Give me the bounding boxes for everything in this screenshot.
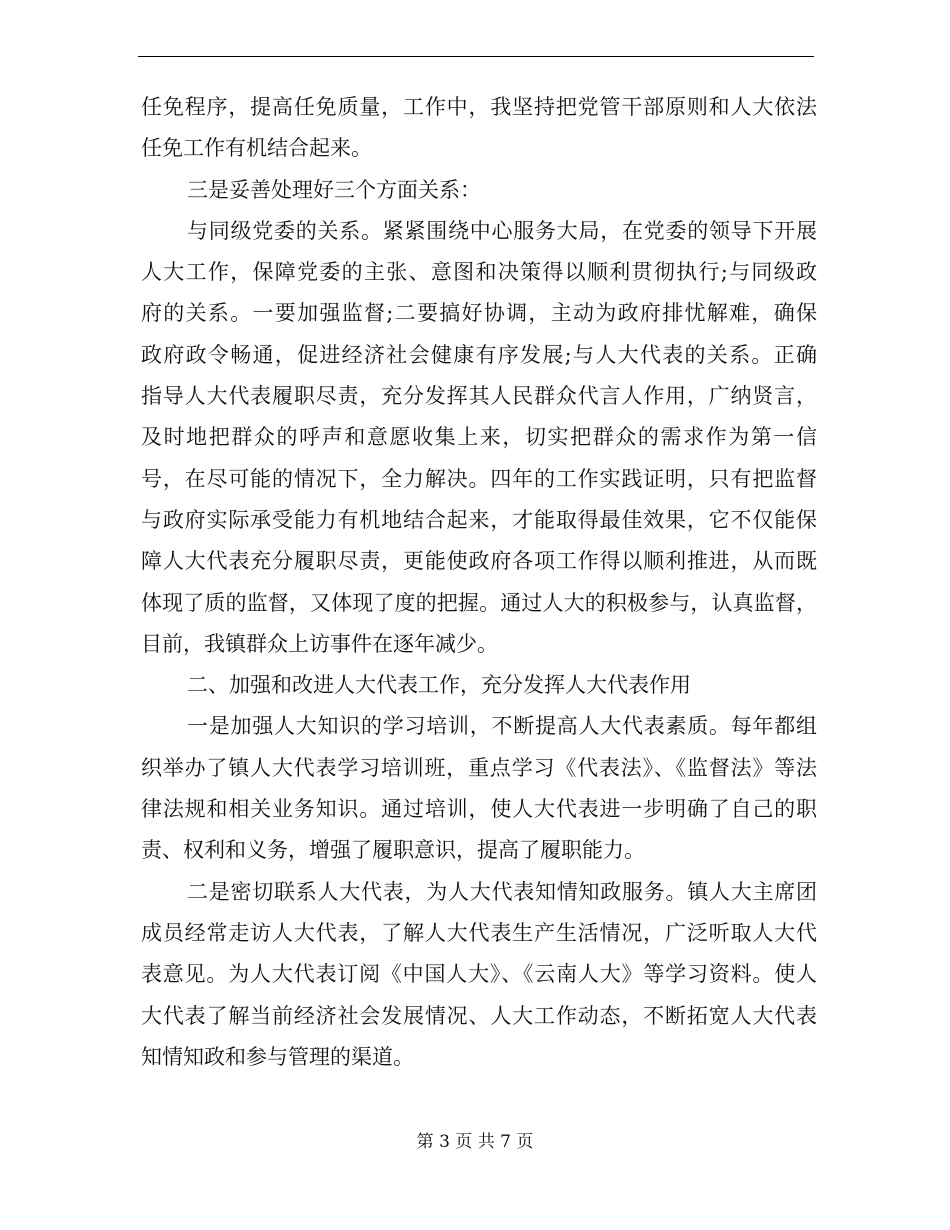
text-line: 成员经常走访人大代表，了解人大代表生产生活情况，广泛听取人大代 xyxy=(141,920,817,945)
text-line: 政府政令畅通，促进经济社会健康有序发展;与人大代表的关系。正确 xyxy=(141,342,817,367)
text-line: 任免工作有机结合起来。 xyxy=(141,136,372,161)
document-body xyxy=(141,87,817,1078)
text-line: 障人大代表充分履职尽责，更能使政府各项工作得以顺利推进，从而既 xyxy=(141,549,817,574)
text-line: 任免程序，提高任免质量，工作中，我坚持把党管干部原则和人大依法 xyxy=(141,95,817,119)
text-line: 表意见。为人大代表订阅《中国人大》、《云南人大》等学习资料。使人 xyxy=(141,962,817,987)
text-line: 三是妥善处理好三个方面关系： xyxy=(187,177,481,202)
text-line: 一是加强人大知识的学习培训，不断提高人大代表素质。每年都组 xyxy=(187,714,817,739)
text-line: 人大工作，保障党委的主张、意图和决策得以顺利贯彻执行;与同级政 xyxy=(141,260,817,285)
text-line: 律法规和相关业务知识。通过培训，使人大代表进一步明确了自己的职 xyxy=(141,797,817,822)
text-line: 及时地把群众的呼声和意愿收集上来，切实把群众的需求作为第一信 xyxy=(141,425,817,450)
header-rule xyxy=(138,56,814,57)
text-line: 二、加强和改进人大代表工作，充分发挥人大代表作用 xyxy=(187,673,691,698)
text-line: 指导人大代表履职尽责，充分发挥其人民群众代言人作用，广纳贤言， xyxy=(141,384,817,409)
text-line: 大代表了解当前经济社会发展情况、人大工作动态，不断拓宽人大代表 xyxy=(141,1003,817,1028)
text-line: 号，在尽可能的情况下，全力解决。四年的工作实践证明，只有把监督 xyxy=(141,466,817,491)
text-line: 与政府实际承受能力有机地结合起来，才能取得最佳效果，它不仅能保 xyxy=(141,507,817,532)
text-line: 知情知政和参与管理的渠道。 xyxy=(141,1044,414,1069)
text-line: 府的关系。一要加强监督;二要搞好协调，主动为政府排忧解难，确保 xyxy=(141,301,817,326)
page-number-footer: 第 3 页 共 7 页 xyxy=(416,1132,534,1152)
text-line: 织举办了镇人大代表学习培训班，重点学习《代表法》、《监督法》等法 xyxy=(141,755,817,780)
text-line: 责、权利和义务，增强了履职意识，提高了履职能力。 xyxy=(141,838,645,863)
text-line: 目前，我镇群众上访事件在逐年减少。 xyxy=(141,631,498,656)
text-line: 体现了质的监督，又体现了度的把握。通过人大的积极参与，认真监督， xyxy=(141,590,817,615)
text-line: 与同级党委的关系。紧紧围绕中心服务大局，在党委的领导下开展 xyxy=(187,218,817,243)
text-line: 二是密切联系人大代表，为人大代表知情知政服务。镇人大主席团 xyxy=(187,879,817,904)
